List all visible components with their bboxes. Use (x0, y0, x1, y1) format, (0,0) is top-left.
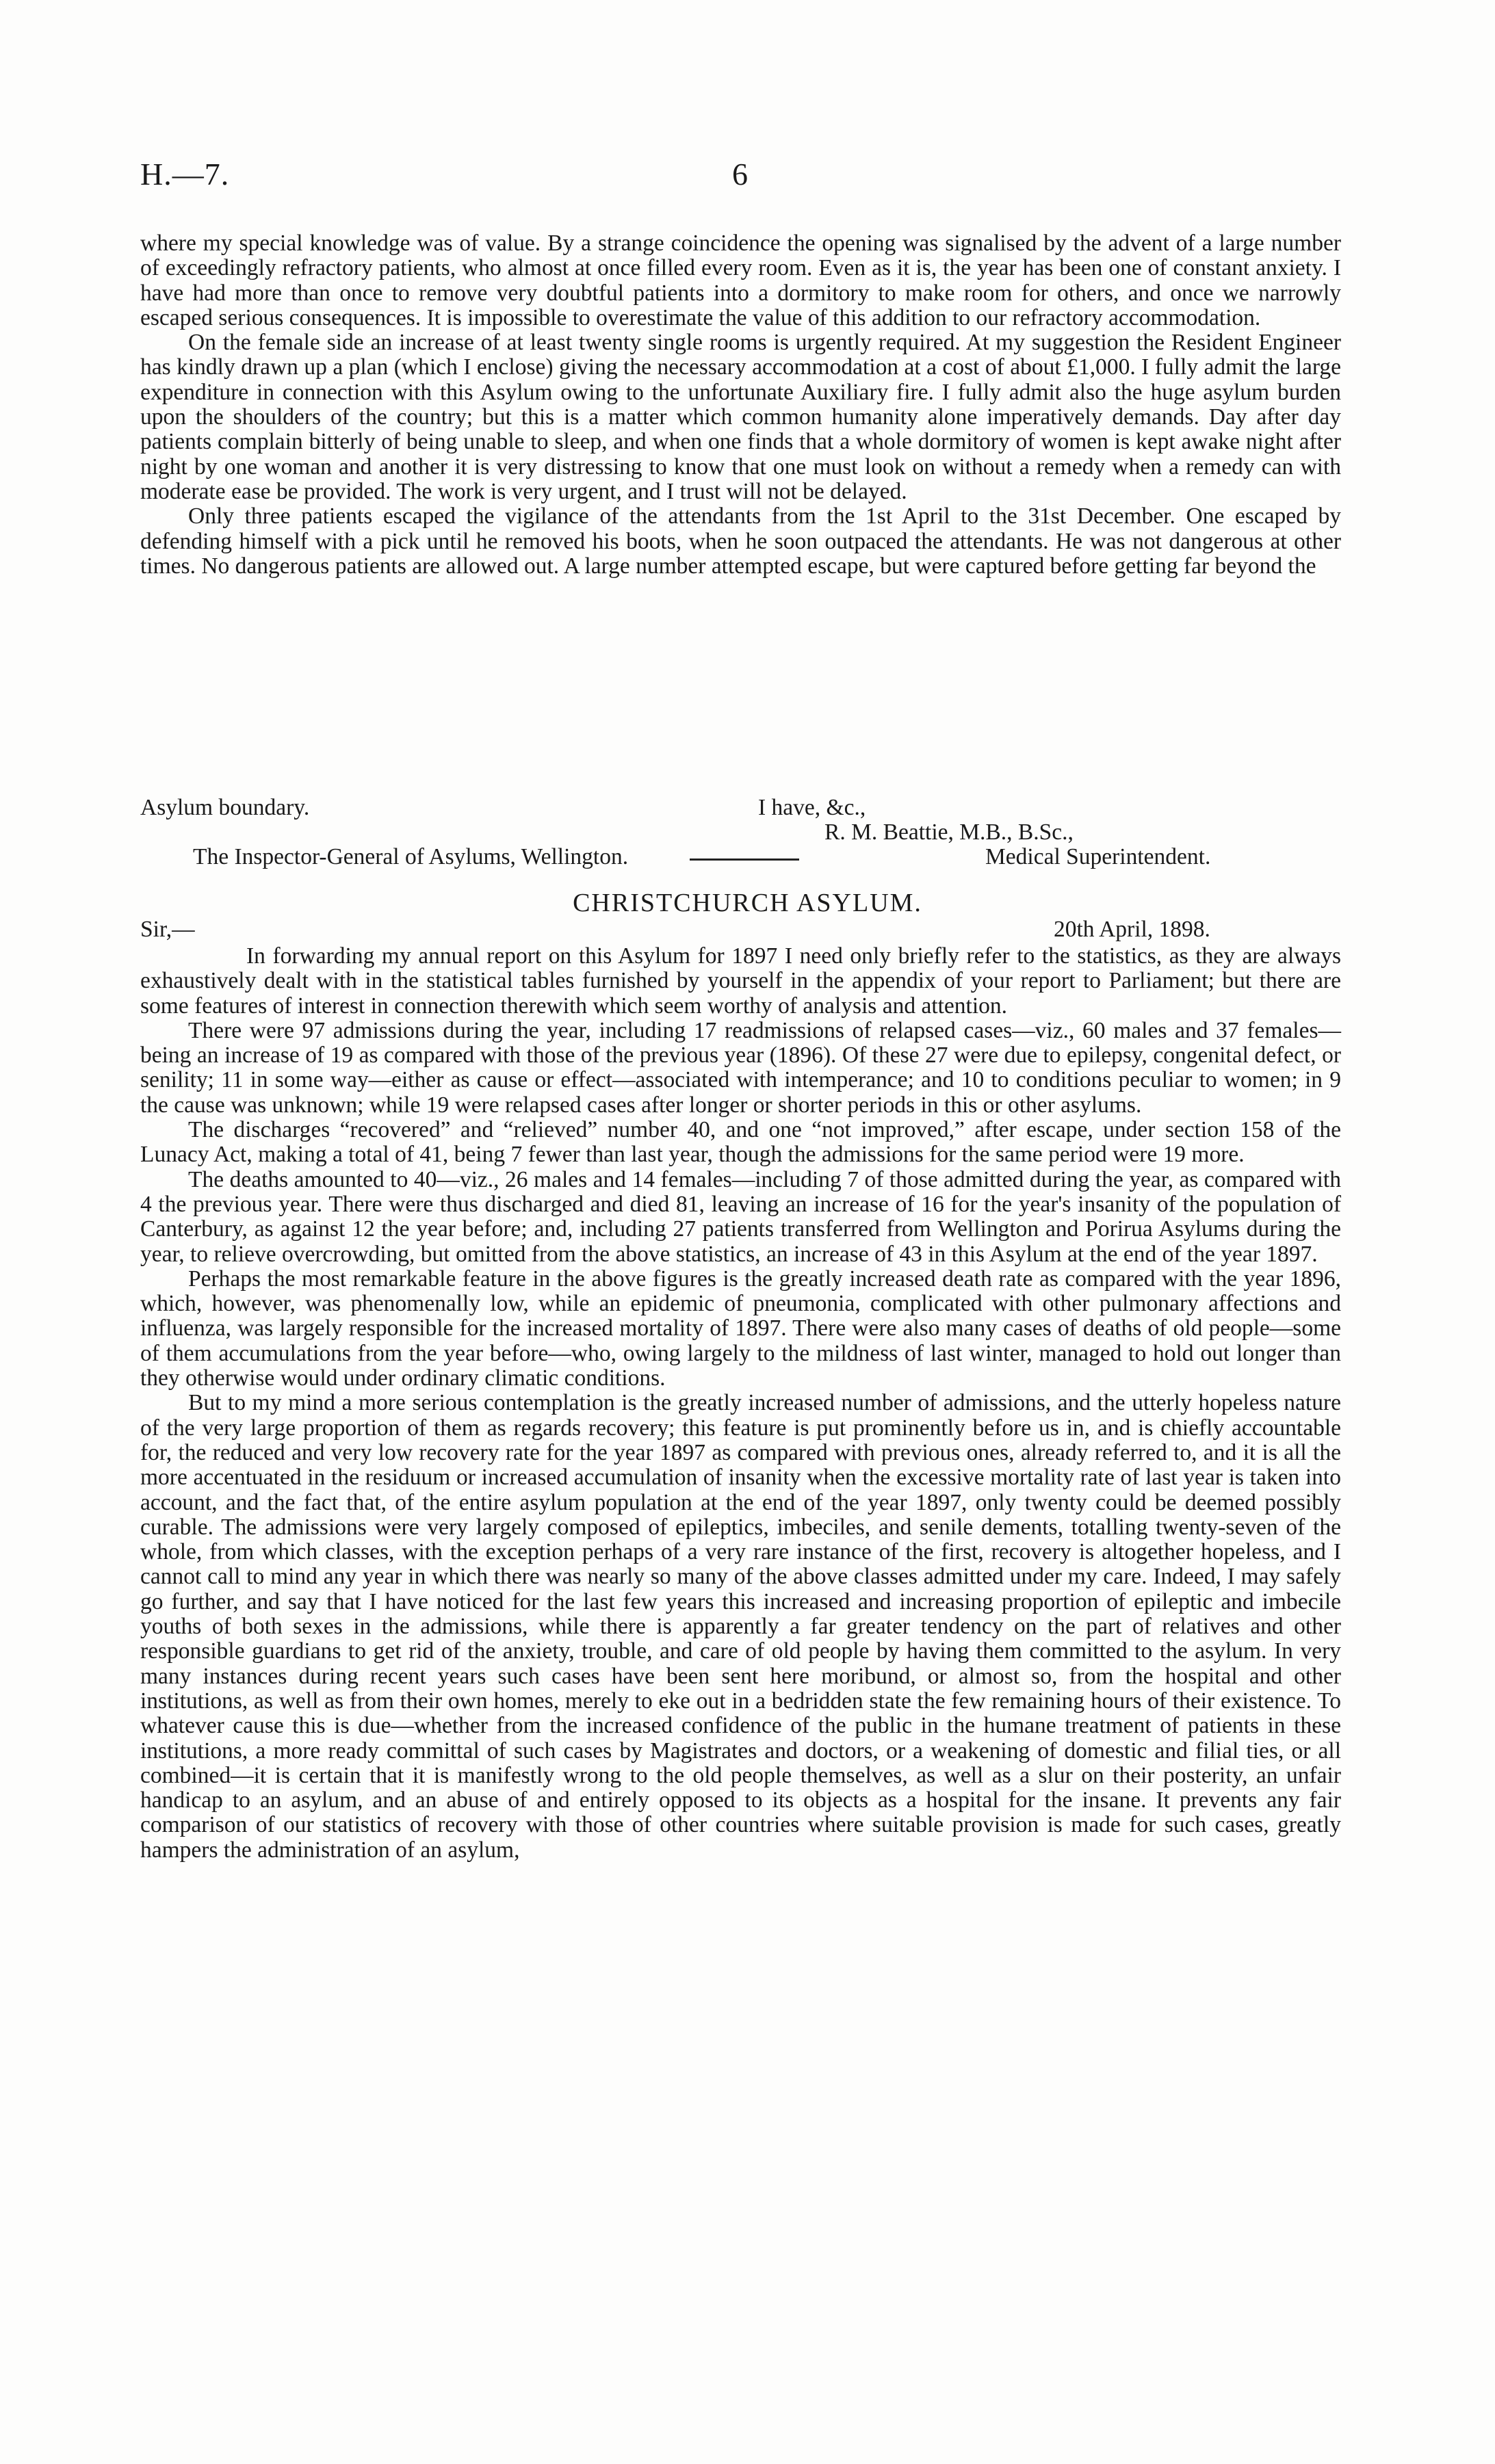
signature-title: Medical Superintendent. (985, 844, 1211, 869)
paragraph: The discharges “recovered” and “relieved” number 40, and one “not improved,” after escape, under section 158 of the Lunacy Act, making a total of 41, being 7 fewer than last year, though the admissions for the same period were 19 more. (140, 1117, 1341, 1168)
paragraph-last-line: Asylum boundary. (140, 795, 310, 820)
section-title: CHRISTCHURCH ASYLUM. (573, 889, 922, 917)
salutation: Sir,— (140, 917, 195, 942)
section-divider (690, 859, 799, 861)
paragraph: where my special knowledge was of value. By a strange coincidence the opening was signalised by the advent of a large number of exceedingly refractory patients, who almost at once filled every room. Even as it is, the year has been one of constant anxiety. I have had more than once to remove very doubtful patients into a dormitory to make room for others, and once we narrowly escaped serious consequences. It is impossible to overestimate the value of this addition to our refractory accommodation. (140, 231, 1341, 330)
paragraph: But to my mind a more serious contemplation is the greatly increased number of admissions, and the utterly hopeless nature of the very large proportion of them as regards recovery; this feature is put prominently before us in, and is chiefly accountable for, the reduced and very low recovery rate for the year 1897 as compared with previous ones, already referred to, and it is all the more accentuated in the residuum or increased accumulation of insanity when the excessive mortality rate of last year is taken into account, and the fact that, of the entire asylum population at the end of the year 1897, only twenty could be deemed possibly curable. The admissions were very largely composed of epileptics, imbeciles, and senile dements, totalling twenty-seven of the whole, from which classes, with the exception perhaps of a very rare instance of the first, recovery is altogether hopeless, and I cannot call to mind any year in which there was nearly so many of the above classes admitted under my care. Indeed, I may safely go further, and say that I have noticed for the last few years this increased and increasing proportion of epileptic and imbecile youths of both sexes in the admissions, while there is apparently a far greater tendency on the part of relatives and other responsible guardians to get rid of the anxiety, trouble, and care of old people by having them committed to the asylum. In very many instances during recent years such cases have been sent here moribund, or almost so, from the hospital and other institutions, as well as from their own homes, merely to eke out in a bedridden state the few remaining hours of their existence. To whatever cause this is due—whether from the increased confidence of the public in the humane treatment of patients in these institutions, a more ready committal of such cases by Magistrates and doctors, or a weakening of domestic and filial ties, or all combined—it is certain that it is manifestly wrong to the old people themselves, as well as a slur on their posterity, an unfair handicap to an asylum, and an abuse of and entirely opposed to its objects as a hospital for the insane. It prevents any fair comparison of our statistics of recovery with those of other countries where suitable provision is made for such cases, greatly hampers the administration of an asylum, (140, 1390, 1341, 1863)
paragraph: In forwarding my annual report on this Asylum for 1897 I need only briefly refer to the statistics, as they are always exhaustively dealt with in the statistical tables furnished by yourself in the appendix of your report to Parliament; but there are some features of interest in connection therewith which seem worthy of analysis and attention. (140, 943, 1341, 1019)
paragraph: The deaths amounted to 40—viz., 26 males and 14 females—including 7 of those admitted during the year, as compared with 4 the previous year. There were thus discharged and died 81, leaving an increase of 16 for the year's insanity of the population of Canterbury, as against 12 the year before; and, including 27 patients transferred from Wellington and Porirua Asylums during the year, to relieve overcrowding, but omitted from the above statistics, an increase of 43 in this Asylum at the end of the year 1897. (140, 1166, 1341, 1267)
addressee: The Inspector-General of Asylums, Wellington. (193, 844, 629, 869)
closing-phrase: I have, &c., (758, 795, 866, 820)
paragraph: Perhaps the most remarkable feature in the above figures is the greatly increased death rate as compared with the year 1896, which, however, was phenomenally low, while an epidemic of pneumonia, complicated with other pulmonary affections and influenza, was largely responsible for the increased mortality of 1897. There were also many cases of deaths of old people—some of them accumulations from the year before—who, owing largely to the mildness of last winter, managed to hold out longer than they otherwise would under ordinary climatic conditions. (140, 1266, 1341, 1391)
paragraph: There were 97 admissions during the year, including 17 readmissions of relapsed cases—viz., 60 males and 37 females—being an increase of 19 as compared with those of the previous year (1896). Of these 27 were due to epilepsy, congenital defect, or senility; 11 in some way—either as cause or effect—associated with intemperance; and 10 to conditions peculiar to women; in 9 the cause was unknown; while 19 were relapsed cases after longer or shorter periods in this or other asylums. (140, 1017, 1341, 1118)
document-reference: H.—7. (140, 157, 230, 192)
paragraph: On the female side an increase of at least twenty single rooms is urgently required. At my suggestion the Resident Engineer has kindly drawn up a plan (which I enclose) giving the necessary accommodation at a cost of about £1,000. I fully admit the large expenditure in connection with this Asylum owing to the unfortunate Auxiliary fire. I fully admit also the huge asylum burden upon the shoulders of the country; but this is a matter which common humanity alone imperatively demands. Day after day patients complain bitterly of being unable to sleep, and when one finds that a whole dormitory of women is kept awake night after night by one woman and another it is very distressing to know that one must look on without a remedy when a remedy can with moderate ease be provided. The work is very urgent, and I trust will not be delayed. (140, 330, 1341, 504)
christchurch-report-body (140, 944, 1341, 1863)
previous-report-body (140, 231, 1341, 579)
letter-date: 20th April, 1898. (1054, 917, 1210, 942)
paragraph: Only three patients escaped the vigilance of the attendants from the 1st April to the 31st December. One escaped by defending himself with a pick until he removed his boots, when he soon outpaced the attendants. He was not dangerous at other times. No dangerous patients are allowed out. A large number attempted escape, but were captured before getting far beyond the (140, 503, 1341, 579)
signature-name: R. M. Beattie, M.B., B.Sc., (824, 820, 1074, 845)
page-number: 6 (732, 157, 748, 192)
